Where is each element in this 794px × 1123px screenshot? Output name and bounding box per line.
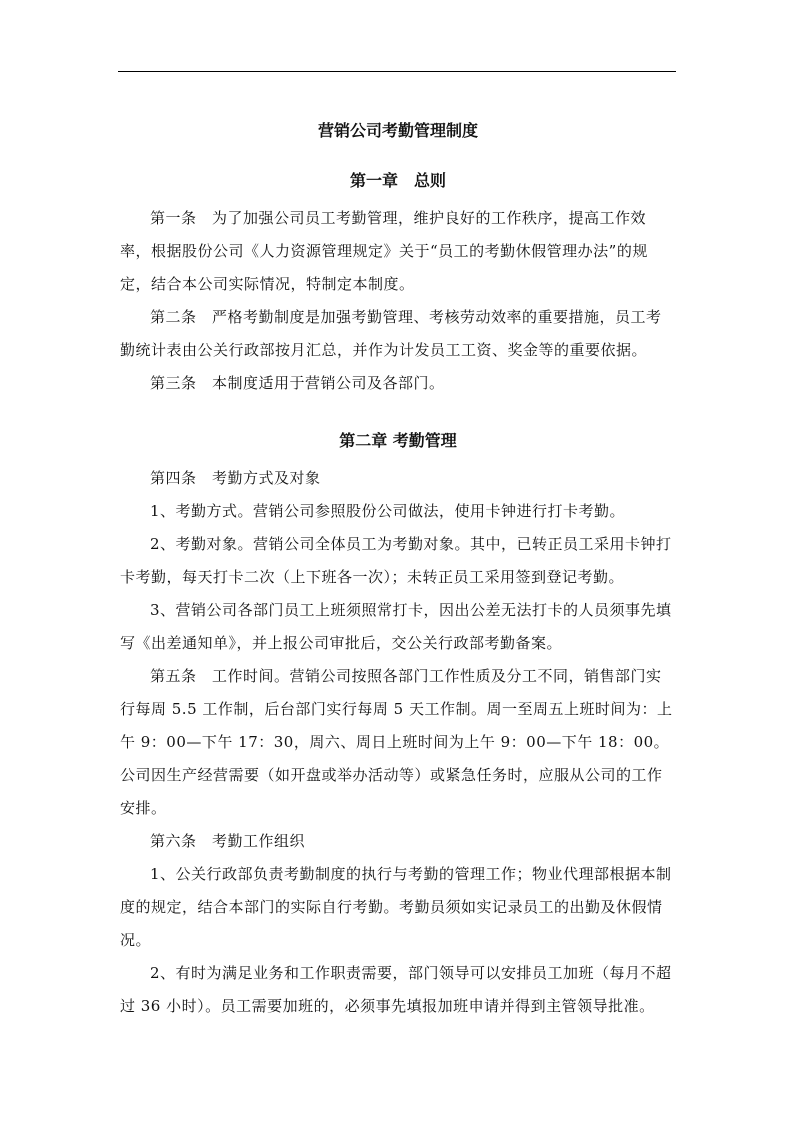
list-paragraph: 1、考勤方式。营销公司参照股份公司做法，使用卡钟进行打卡考勤。 (150, 502, 626, 520)
chapter-heading: 第一章 总则 (349, 171, 446, 190)
article-paragraph: 第一条 为了加强公司员工考勤管理，维护良好的工作秩序，提高工作效率，根据股份公司《人力资源管理规定》关于“员工的考勤休假管理办法”的规定，结合本公司实际情况，特制定本制度。 (120, 209, 648, 293)
document-body (120, 112, 676, 1023)
list-paragraph: 2、有时为满足业务和工作职责需要，部门领导可以安排员工加班（每月不超过 36 小时）。员工需要加班的，必须事先填报加班申请并得到主管领导批准。 (120, 964, 672, 1015)
header-rule (118, 71, 676, 72)
chapter-heading: 第二章 考勤管理 (339, 431, 457, 450)
article-paragraph: 第六条 考勤工作组织 (150, 832, 306, 850)
article-paragraph: 第二条 严格考勤制度是加强考勤管理、考核劳动效率的重要措施，员工考勤统计表由公关行政部按月汇总，并作为计发员工工资、奖金等的重要依据。 (120, 308, 662, 359)
article-paragraph: 第五条 工作时间。营销公司按照各部门工作性质及分工不同，销售部门实行每周 5.5 工作制，后台部门实行每周 5 天工作制。周一至周五上班时间为：上午 9：00—下午 17：30，周六、周日上班时间为上午 9：00—下午 18：00。公司因生产经营需要（如开盘或举办活动等）或紧急任务时，应服从公司的工作安排。 (120, 667, 673, 817)
article-paragraph: 第三条 本制度适用于营销公司及各部门。 (150, 374, 445, 392)
list-paragraph: 2、考勤对象。营销公司全体员工为考勤对象。其中，已转正员工采用卡钟打卡考勤，每天打卡二次（上下班各一次）；未转正员工采用签到登记考勤。 (120, 535, 672, 586)
document-title: 营销公司考勤管理制度 (317, 121, 478, 140)
list-paragraph: 1、公关行政部负责考勤制度的执行与考勤的管理工作；物业代理部根据本制度的规定，结合本部门的实际自行考勤。考勤员须如实记录员工的出勤及休假情况。 (120, 865, 672, 949)
list-paragraph: 3、营销公司各部门员工上班须照常打卡，因出公差无法打卡的人员须事先填写《出差通知单》，并上报公司审批后，交公关行政部考勤备案。 (120, 601, 672, 652)
article-paragraph: 第四条 考勤方式及对象 (150, 469, 321, 487)
